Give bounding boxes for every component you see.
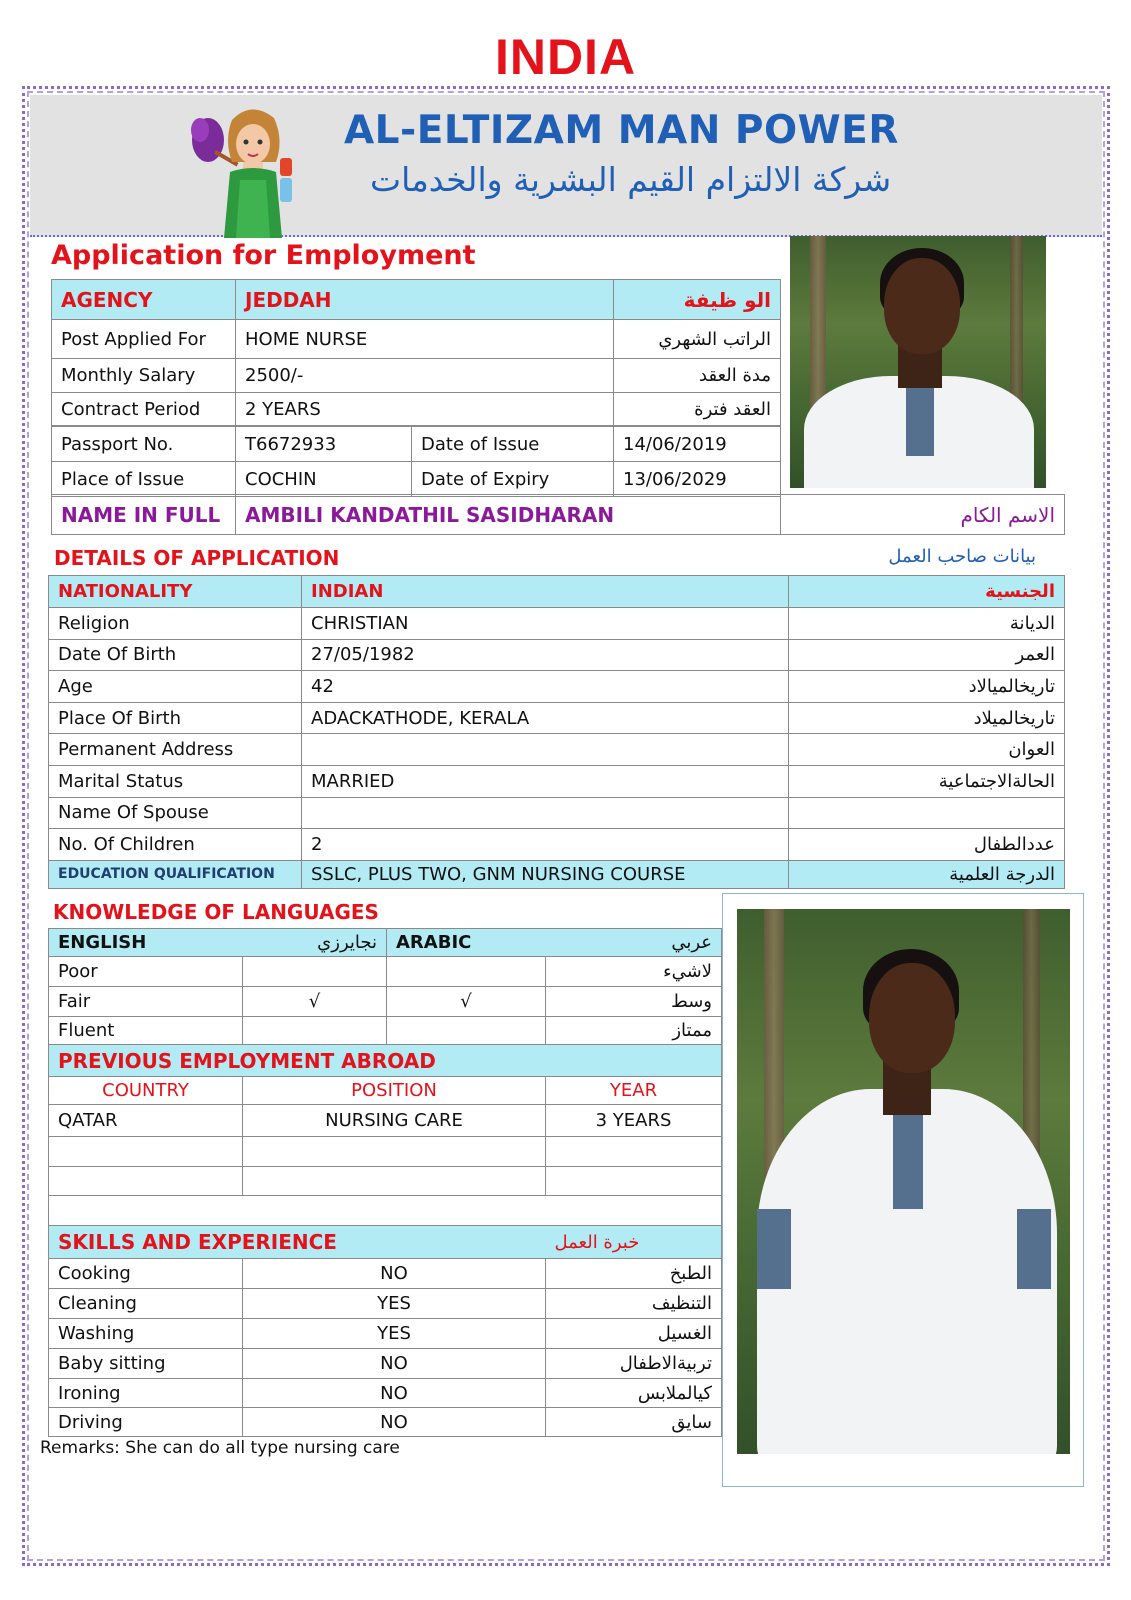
- table-row: [49, 1137, 722, 1167]
- skill-cooking-value: NO: [243, 1259, 546, 1289]
- table-row: [52, 462, 781, 497]
- issue-date-value: 14/06/2019: [614, 427, 781, 462]
- contract-value: 2 YEARS: [236, 393, 614, 426]
- children-value: 2: [302, 829, 789, 861]
- level-fluent-ar: ممتاز: [546, 1017, 722, 1045]
- skill-driving-ar: سايق: [546, 1408, 722, 1437]
- marital-label-ar: الحالةالاجتماعية: [789, 765, 1065, 797]
- skill-cleaning-value: YES: [243, 1289, 546, 1319]
- skill-driving-value: NO: [243, 1408, 546, 1437]
- salary-label: Monthly Salary: [52, 359, 236, 393]
- arabic-header-ar: عربي: [546, 929, 722, 957]
- marital-value: MARRIED: [302, 765, 789, 797]
- agency-label: AGENCY: [52, 280, 236, 320]
- arabic-header: ARABIC: [387, 929, 546, 957]
- details-title-ar: بيانات صاحب العمل: [888, 546, 1036, 567]
- address-label-ar: العوان: [789, 734, 1065, 766]
- skill-baby-sitting-value: NO: [243, 1349, 546, 1379]
- nationality-label-ar: الجنسية: [789, 576, 1065, 608]
- level-poor-ar: لاشيء: [546, 957, 722, 987]
- table-row: [49, 829, 1065, 861]
- agency-label-ar: الو ظيفة: [614, 280, 781, 320]
- skill-washing-ar: الغسيل: [546, 1319, 722, 1349]
- arabic-poor: [387, 957, 546, 987]
- children-label: No. Of Children: [49, 829, 302, 861]
- spouse-label-ar: [789, 797, 1065, 829]
- full-name-label-ar: الاسم الكام: [781, 495, 1065, 535]
- table-row: [49, 734, 1065, 766]
- level-fair: Fair: [49, 987, 243, 1017]
- employment-year: [546, 1167, 722, 1196]
- table-row: [52, 320, 781, 359]
- age-label-ar: تاريخالميالاد: [789, 671, 1065, 703]
- english-header-ar: نجايرزي: [243, 929, 387, 957]
- table-row: [49, 1259, 722, 1289]
- skill-cleaning-ar: التنظيف: [546, 1289, 722, 1319]
- details-table: [48, 575, 1065, 889]
- table-row: [52, 359, 781, 393]
- employment-country: [49, 1167, 243, 1196]
- marital-label: Marital Status: [49, 765, 302, 797]
- skill-washing-value: YES: [243, 1319, 546, 1349]
- table-row: [52, 427, 781, 462]
- birth-place-label: Place Of Birth: [49, 702, 302, 734]
- passport-no-value: T6672933: [236, 427, 412, 462]
- post-label: Post Applied For: [52, 320, 236, 359]
- table-row: [49, 1349, 722, 1379]
- issue-date-label: Date of Issue: [412, 427, 614, 462]
- table-row: [49, 608, 1065, 640]
- employment-blank-row: [49, 1196, 722, 1226]
- table-row: [49, 671, 1065, 703]
- languages-table: [48, 928, 722, 1045]
- issue-place-value: COCHIN: [236, 462, 412, 497]
- salary-value: 2500/-: [236, 359, 614, 393]
- birth-place-label-ar: تاريخالميلاد: [789, 702, 1065, 734]
- year-header: YEAR: [546, 1077, 722, 1105]
- spouse-label: Name Of Spouse: [49, 797, 302, 829]
- skill-ironing-ar: كيالملابس: [546, 1379, 722, 1408]
- post-label-ar: الراتب الشهري: [614, 320, 781, 359]
- arabic-fair-check: √: [387, 987, 546, 1017]
- full-name-label: NAME IN FULL: [52, 495, 236, 535]
- previous-employment-title: PREVIOUS EMPLOYMENT ABROAD: [49, 1045, 722, 1077]
- table-row: [49, 1289, 722, 1319]
- country-title: INDIA: [494, 29, 637, 85]
- issue-place-label: Place of Issue: [52, 462, 236, 497]
- english-poor: [243, 957, 387, 987]
- employment-year: [546, 1137, 722, 1167]
- table-row: [49, 639, 1065, 671]
- address-label: Permanent Address: [49, 734, 302, 766]
- skill-ironing: Ironing: [49, 1379, 243, 1408]
- skill-washing: Washing: [49, 1319, 243, 1349]
- passport-no-label: Passport No.: [52, 427, 236, 462]
- skills-title-ar: خبرة العمل: [546, 1226, 722, 1259]
- previous-employment-table: [48, 1044, 722, 1226]
- table-row: [49, 957, 722, 987]
- table-row: [49, 765, 1065, 797]
- table-row: [49, 1319, 722, 1349]
- passport-table: [51, 426, 781, 497]
- dob-label: Date Of Birth: [49, 639, 302, 671]
- employment-country: QATAR: [49, 1105, 243, 1137]
- skill-cooking: Cooking: [49, 1259, 243, 1289]
- position-header: POSITION: [243, 1077, 546, 1105]
- application-title: Application for Employment: [51, 240, 476, 271]
- age-value: 42: [302, 671, 789, 703]
- applicant-photo-large: [737, 909, 1070, 1454]
- education-label-ar: الدرجة العلمية: [789, 860, 1065, 888]
- full-name-value: AMBILI KANDATHIL SASIDHARAN: [236, 495, 781, 535]
- skills-table: [48, 1225, 722, 1437]
- education-label: EDUCATION QUALIFICATION: [49, 860, 302, 888]
- contract-label-ar: العقد فترة: [614, 393, 781, 426]
- employment-country: [49, 1137, 243, 1167]
- employment-position: NURSING CARE: [243, 1105, 546, 1137]
- employment-position: [243, 1137, 546, 1167]
- level-fair-ar: وسط: [546, 987, 722, 1017]
- employment-position: [243, 1167, 546, 1196]
- skill-baby-sitting-ar: تربيةالاطفال: [546, 1349, 722, 1379]
- nationality-label: NATIONALITY: [49, 576, 302, 608]
- company-name-en: AL-ELTIZAM MAN POWER: [344, 108, 899, 153]
- details-title: DETAILS OF APPLICATION: [54, 546, 340, 570]
- skill-cleaning: Cleaning: [49, 1289, 243, 1319]
- education-value: SSLC, PLUS TWO, GNM NURSING COURSE: [302, 860, 789, 888]
- languages-title: KNOWLEDGE OF LANGUAGES: [53, 900, 379, 924]
- salary-label-ar: مدة العقد: [614, 359, 781, 393]
- birth-place-value: ADACKATHODE, KERALA: [302, 702, 789, 734]
- religion-label: Religion: [49, 608, 302, 640]
- age-label: Age: [49, 671, 302, 703]
- address-value: [302, 734, 789, 766]
- table-row: [49, 797, 1065, 829]
- expiry-date-label: Date of Expiry: [412, 462, 614, 497]
- table-row: [49, 1105, 722, 1137]
- level-poor: Poor: [49, 957, 243, 987]
- agency-table: [51, 279, 781, 426]
- arabic-fluent: [387, 1017, 546, 1045]
- company-name-ar: شركة الالتزام القيم البشرية والخدمات: [370, 160, 892, 199]
- skills-title: SKILLS AND EXPERIENCE: [49, 1226, 546, 1259]
- applicant-photo-small: [790, 236, 1046, 488]
- agency-value: JEDDAH: [236, 280, 614, 320]
- employment-year: 3 YEARS: [546, 1105, 722, 1137]
- religion-label-ar: الديانة: [789, 608, 1065, 640]
- skill-cooking-ar: الطبخ: [546, 1259, 722, 1289]
- level-fluent: Fluent: [49, 1017, 243, 1045]
- dob-label-ar: العمر: [789, 639, 1065, 671]
- children-label-ar: عددالطفال: [789, 829, 1065, 861]
- spouse-value: [302, 797, 789, 829]
- table-row: [49, 987, 722, 1017]
- country-header: COUNTRY: [49, 1077, 243, 1105]
- remarks-text: Remarks: She can do all type nursing care: [40, 1438, 400, 1458]
- table-row: [52, 393, 781, 426]
- table-row: [49, 1408, 722, 1437]
- table-row: [49, 1379, 722, 1408]
- english-header: ENGLISH: [49, 929, 243, 957]
- religion-value: CHRISTIAN: [302, 608, 789, 640]
- expiry-date-value: 13/06/2029: [614, 462, 781, 497]
- full-name-table: [51, 494, 1065, 535]
- table-row: [49, 1167, 722, 1196]
- mascot-logo-icon: [186, 100, 306, 240]
- table-row: [49, 702, 1065, 734]
- skill-driving: Driving: [49, 1408, 243, 1437]
- dob-value: 27/05/1982: [302, 639, 789, 671]
- post-value: HOME NURSE: [236, 320, 614, 359]
- table-row: [49, 1017, 722, 1045]
- english-fair-check: √: [243, 987, 387, 1017]
- nationality-value: INDIAN: [302, 576, 789, 608]
- skill-baby-sitting: Baby sitting: [49, 1349, 243, 1379]
- contract-label: Contract Period: [52, 393, 236, 426]
- table-row: [49, 1196, 722, 1226]
- skill-ironing-value: NO: [243, 1379, 546, 1408]
- english-fluent: [243, 1017, 387, 1045]
